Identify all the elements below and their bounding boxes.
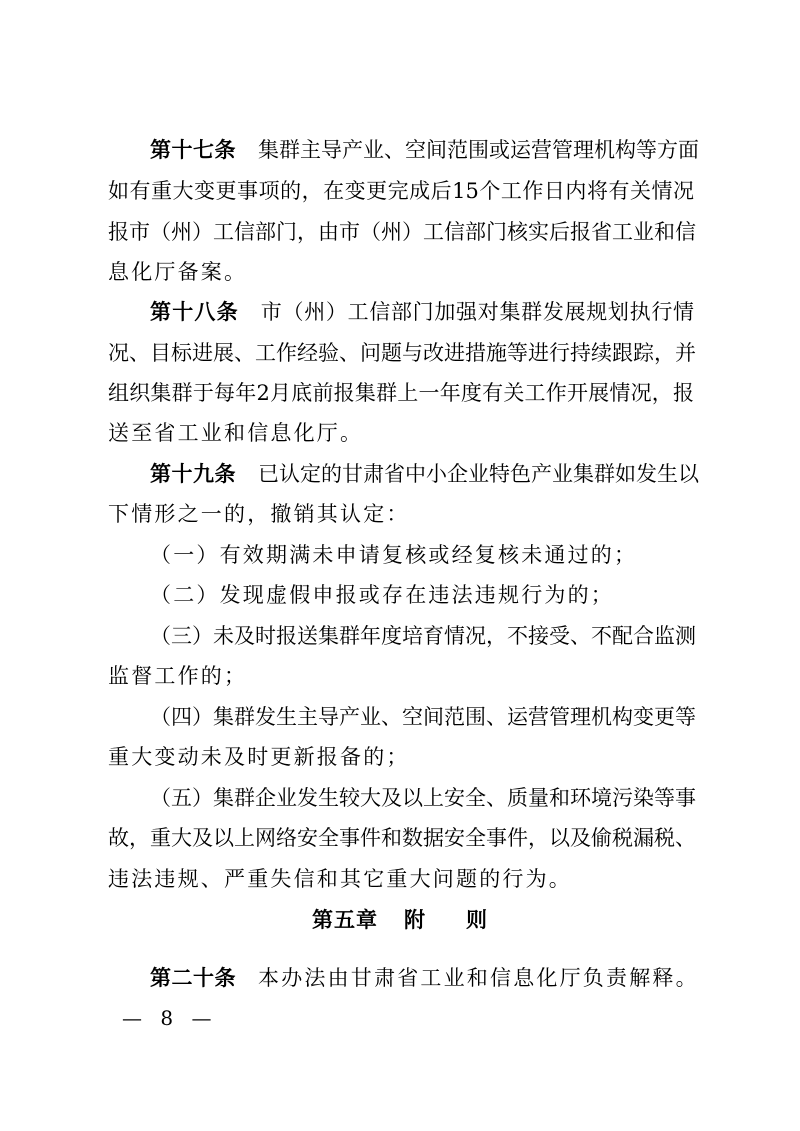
article-18-line-4: 送至省工业和信息化厅。 [108,421,364,445]
article-17-line-2: 如有重大变更事项的，在变更完成后15个工作日内将有关情况 [108,179,694,203]
page-number: — 8 — [122,1006,218,1030]
list-item-4-line-1: （四）集群发生主导产业、空间范围、运营管理机构变更等 [150,705,696,729]
list-item-3-line-2: 监督工作的； [108,664,248,688]
chapter-title-part-1: 附 [404,908,426,932]
list-item-5-line-3: 违法违规、严重失信和其它重大问题的行为。 [108,867,572,891]
article-20-heading: 第二十条 [150,966,236,990]
list-item-5-line-1: （五）集群企业发生较大及以上安全、质量和环境污染等事 [150,786,696,810]
article-18-line-1: 第十八条 市（州）工信部门加强对集群发展规划执行情 [150,300,695,324]
chapter-heading [0,905,800,935]
article-20-line-1: 第二十条 本办法由甘肃省工业和信息化厅负责解释。 [150,966,699,990]
article-18-heading: 第十八条 [150,300,239,324]
article-17-line-3: 报市（州）工信部门，由市（州）工信部门核实后报省工业和信 [108,220,696,244]
article-19-line-1: 第十九条 已认定的甘肃省中小企业特色产业集群如发生以 [150,462,699,486]
article-18-line-3: 组织集群于每年2月底前报集群上一年度有关工作开展情况，报 [108,381,694,405]
chapter-number: 第五章 [312,908,378,932]
list-item-2: （二）发现虚假申报或存在违法违规行为的； [150,583,614,607]
list-item-3-line-1: （三）未及时报送集群年度培育情况，不接受、不配合监测 [150,624,696,648]
article-19-heading: 第十九条 [150,462,236,486]
list-item-4-line-2: 重大变动未及时更新报备的； [108,745,410,769]
list-item-5-line-2: 故，重大及以上网络安全事件和数据安全事件，以及偷税漏税、 [108,826,696,850]
article-17-heading: 第十七条 [150,138,236,162]
chapter-title-part-2: 则 [466,908,488,932]
article-18-line-2: 况、目标进展、工作经验、问题与改进措施等进行持续跟踪，并 [108,341,696,365]
list-item-1: （一）有效期满未申请复核或经复核未通过的； [150,543,638,567]
article-17-line-1: 第十七条 集群主导产业、空间范围或运营管理机构等方面 [150,138,699,162]
article-19-line-2: 下情形之一的，撤销其认定： [108,502,410,526]
article-17-line-4: 息化厅备案。 [108,260,248,284]
